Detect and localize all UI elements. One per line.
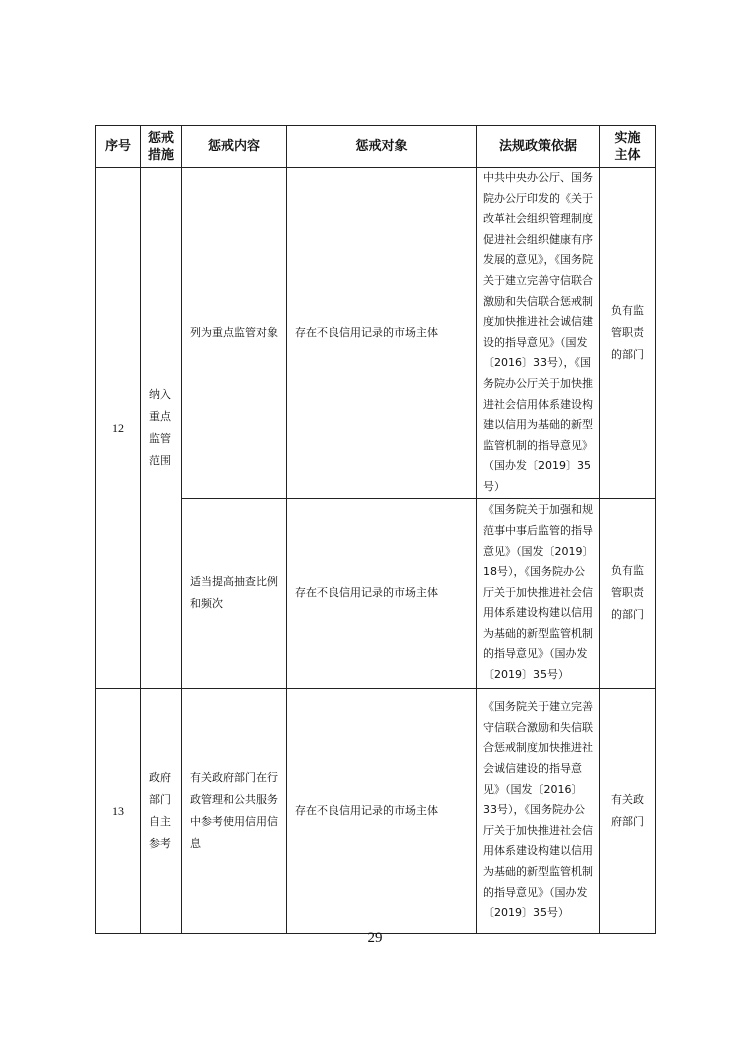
row-entity: 负有监管职责的部门 <box>600 498 656 688</box>
row-target: 存在不良信用记录的市场主体 <box>287 688 477 933</box>
measures-table <box>95 125 656 934</box>
row-content: 有关政府部门在行政管理和公共服务中参考使用信用信息 <box>182 688 287 933</box>
row-measure: 政府部门自主参考 <box>141 688 182 933</box>
row-seq: 12 <box>96 168 141 689</box>
row-seq: 13 <box>96 688 141 933</box>
header-measure: 惩戒措施 <box>141 126 182 168</box>
header-content: 惩戒内容 <box>182 126 287 168</box>
page-number: 29 <box>367 930 383 946</box>
row-basis: 中共中央办公厅、国务院办公厅印发的《关于改革社会组织管理制度促进社会组织健康有序发展的意见》，《国务院关于建立完善守信联合激励和失信联合惩戒制度加快推进社会诚信建设的指导意见》（国发〔2016〕33号），《国务院办公厅关于加快推进社会信用体系建设构建以信用为基础的新型监管机制的指导意见》（国办发〔2019〕35号） <box>477 168 600 499</box>
header-row <box>96 126 656 168</box>
row-basis: 《国务院关于加强和规范事中事后监管的指导意见》（国发〔2019〕18号），《国务院办公厅关于加快推进社会信用体系建设构建以信用为基础的新型监管机制的指导意见》（国办发〔2019〕35号） <box>477 498 600 688</box>
row-content: 列为重点监管对象 <box>182 168 287 499</box>
row-target: 存在不良信用记录的市场主体 <box>287 168 477 499</box>
header-seq: 序号 <box>96 126 141 168</box>
header-target: 惩戒对象 <box>287 126 477 168</box>
row-entity: 有关政府部门 <box>600 688 656 933</box>
row-entity: 负有监管职责的部门 <box>600 168 656 499</box>
row-target: 存在不良信用记录的市场主体 <box>287 498 477 688</box>
row-basis: 《国务院关于建立完善守信联合激励和失信联合惩戒制度加快推进社会诚信建设的指导意见》（国发〔2016〕33号），《国务院办公厅关于加快推进社会信用体系建设构建以信用为基础的新型监管机制的指导意见》（国办发〔2019〕35号） <box>477 688 600 933</box>
table-row <box>96 688 656 933</box>
table-row <box>96 168 656 499</box>
header-entity: 实施主体 <box>600 126 656 168</box>
row-content: 适当提高抽查比例和频次 <box>182 498 287 688</box>
row-measure: 纳入重点监管范围 <box>141 168 182 689</box>
header-basis: 法规政策依据 <box>477 126 600 168</box>
